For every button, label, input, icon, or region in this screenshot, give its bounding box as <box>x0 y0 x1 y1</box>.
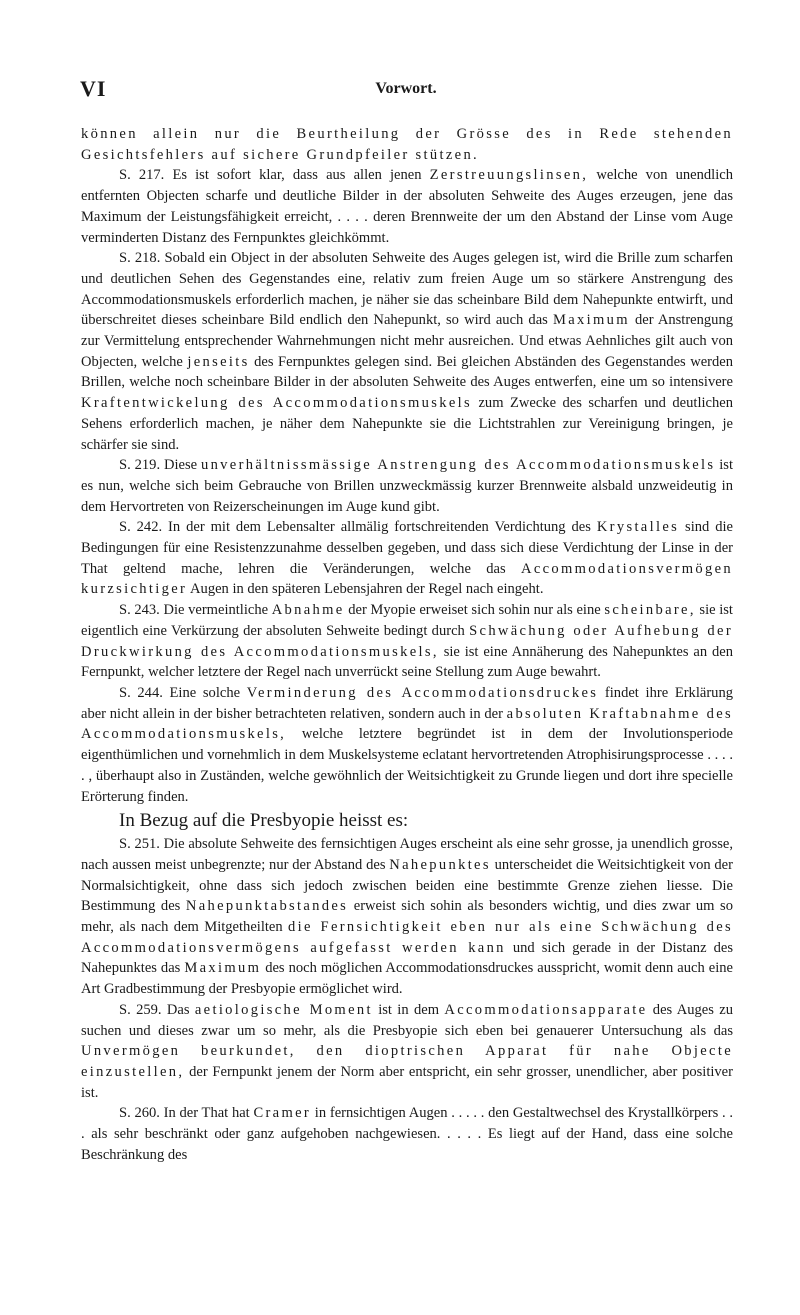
page-header <box>80 76 732 106</box>
spaced-emphasis: Accommodationsapparate <box>444 1001 648 1018</box>
spaced-emphasis: jenseits <box>187 353 250 370</box>
spaced-emphasis: Kraftentwickelung des Accommodationsmuskels <box>81 395 472 412</box>
paragraph-s251 <box>81 834 733 1000</box>
paragraph-s217 <box>81 165 733 248</box>
paragraph-continuation <box>81 124 733 165</box>
text-span: des noch möglichen Accommodationsdruckes ausspricht, womit denn auch eine Art Gradbestimmung der Presbyopie ermöglichet wird. <box>81 960 733 998</box>
paragraph-s219 <box>81 455 733 517</box>
text-span: S. 244. Eine solche <box>119 684 247 701</box>
text-span: der Anstrengung zur Vermittelung entsprechender Wahrnehmungen nicht mehr ausreichen. Und etwas Aehnliches gilt auch von Objecten, welche <box>81 312 733 370</box>
spaced-emphasis: Zerstreuungslinsen, <box>429 167 589 184</box>
spaced-emphasis: aetiologische Moment <box>194 1001 373 1018</box>
spaced-emphasis: Abnahme <box>271 602 345 619</box>
spaced-emphasis: Nahepunktabstandes <box>185 898 349 915</box>
text-span: S. 219. Diese <box>119 457 201 474</box>
text-span: welche von unendlich entfernten Objecten scharfe und deutliche Bilder in der absoluten Sehweite des Auges erzeugen, jene das Maximum der Leistungsfähigkeit erreicht, . . . . deren Brennweite der um den Abstand der Linse vom Auge verminderten Distanz des Fernpunktes gleichkömmt. <box>81 167 733 246</box>
spaced-emphasis: Krystalles <box>596 519 680 536</box>
paragraph-s218 <box>81 248 733 455</box>
spaced-emphasis: Accommodationsvermögen kurzsichtiger <box>81 560 733 598</box>
text-span: welche letztere begründet ist in dem der Involutionsperiode eigenthümlichen und vornehmlich in dem Muskelsysteme eclatant hervortretenden Atrophisirungsprocesse . . . . . , überhaupt also in Zuständen, welche gewöhnlich der Weitsichtigkeit zu Grunde liegen und dort ihre specielle Erörterung finden. <box>81 726 733 805</box>
text-span: ist es nun, welche sich beim Gebrauche von Brillen unzweckmässig kurzer Brennweite alsbald unzweideutig in dem Hervortreten von Reizerscheinungen im Auge kund gibt. <box>81 457 733 515</box>
spaced-emphasis: Unvermögen beurkundet, den dioptrischen Apparat für nahe Objecte einzustellen, <box>81 1043 733 1080</box>
text-span: sie ist eigentlich eine Verkürzung der absoluten Sehweite bedingt durch <box>81 602 733 639</box>
text-span: S. 251. Die absolute Sehweite des fernsichtigen Auges erscheint als eine sehr grosse, ja unendlich grosse, nach aussen meist unbegrenzte; nur der Abstand des <box>81 836 733 873</box>
text-span: findet ihre Erklärung aber nicht allein in der bisher betrachteten relativen, sondern auch in der <box>81 684 733 722</box>
paragraph-s259 <box>81 1000 733 1104</box>
spaced-emphasis: absoluten Kraftabnahme des Accommodationsmuskels, <box>81 705 734 743</box>
text-span: erweist sich sohin als besonders wichtig, und dies zwar um so mehr, als nach dem Mitgetheilten <box>81 898 733 936</box>
spaced-emphasis: Maximum <box>552 312 630 329</box>
text-span: S. 259. Das <box>119 1001 195 1018</box>
spaced-emphasis: Schwächung oder Aufhebung der Druckwirkung des Accommodationsmuskels, <box>81 622 733 660</box>
text-span: sie ist eine Annäherung des Nahepunktes an den Fernpunkt, welcher letztere der Regel nach unverrückt seine Stellung zum Auge bewahrt. <box>81 643 733 681</box>
paragraph-s260 <box>81 1103 733 1165</box>
spaced-emphasis: Nahepunktes <box>389 856 491 873</box>
spaced-emphasis: Cramer <box>253 1105 312 1122</box>
paragraph-s244 <box>81 683 733 807</box>
paragraph-s243 <box>81 600 733 683</box>
text-span: können allein nur die Beurtheilung der Grösse des in Rede stehenden Gesichtsfehlers auf sichere Grundpfeiler stützen. <box>81 126 733 163</box>
text-span: S. 260. In der That hat <box>119 1105 254 1122</box>
spaced-emphasis: unverhältnissmässige Anstrengung des Accommodationsmuskels <box>200 457 716 474</box>
text-span: S. 217. Es ist sofort klar, dass aus allen jenen <box>119 167 430 184</box>
spaced-emphasis: Verminderung des Accommodationsdruckes <box>246 684 599 701</box>
page-number: VI <box>80 76 107 101</box>
running-title: Vorwort. <box>375 80 437 97</box>
spaced-emphasis: Maximum <box>184 960 262 977</box>
text-span: und sich gerade in der Distanz des Nahepunktes das <box>81 939 733 977</box>
section-subheading: In Bezug auf die Presbyopie heisst es: <box>119 810 409 832</box>
text-span: des Auges zu suchen und dieses zwar um so mehr, als die Presbyopie sich eben bei genauerer Untersuchung als das <box>81 1001 733 1039</box>
text-span: zum Zwecke des scharfen und deutlichen Sehens erforderlich machen, je näher dem Nahepunkte sie die Lichtstrahlen zur Vereinigung bringen, je schärfer sie sind. <box>81 395 733 453</box>
text-span: der Myopie erweiset sich sohin nur als eine <box>344 602 605 619</box>
text-span: der Fernpunkt jenem der Norm aber entspricht, ein sehr grosser, unendlicher, aber positiver ist. <box>81 1063 733 1101</box>
body-text <box>81 124 733 1165</box>
text-span: sind die Bedingungen für eine Resistenzzunahme desselben gegeben, und dass sich diese Verdichtung der Linse in der That geltend mache, lehren die Veränderungen, welche das <box>81 519 733 577</box>
text-span: unterscheidet die Weitsichtigkeit von der Normalsichtigkeit, ohne dass sich jedoch zwischen beiden eine bestimmte Grenze ziehen liesse. Die Bestimmung des <box>81 856 733 915</box>
text-span: S. 242. In der mit dem Lebensalter allmälig fortschreitenden Verdichtung des <box>119 519 597 536</box>
text-span: S. 218. Sobald ein Object in der absoluten Sehweite des Auges gelegen ist, wird die Brille zum scharfen und deutlichen Sehen des Gegenstandes eine, relativ zum freien Auge um so stärkere Anstrengung des Accommodationsmuskels erforderlich machen, je näher sie das scheinbare Bild dem Nahepunkte entwirft, und überschreitet dieses scheinbare Bild endlich den Nahepunkt, so wird auch das <box>81 250 733 329</box>
spaced-emphasis: scheinbare, <box>604 602 696 619</box>
paragraph-s242 <box>81 517 733 600</box>
text-span: ist in dem <box>372 1001 445 1018</box>
text-span: in fernsichtigen Augen . . . . . den Gestaltwechsel des Krystallkörpers . . . als sehr beschränkt oder ganz aufgehoben nachgewiesen. . . . . Es liegt auf der Hand, dass eine solche Beschränkung des <box>81 1105 733 1163</box>
text-span: des Fernpunktes gelegen sind. Bei gleichen Abständen des Gegenstandes werden Brillen, welche noch scheinbare Bilder in der absoluten Sehweite des Auges entwerfen, eine um so intensivere <box>81 353 734 391</box>
text-span: S. 243. Die vermeintliche <box>119 602 272 619</box>
spaced-emphasis: die Fernsichtigkeit eben nur als eine Schwächung des Accommodationsvermögens aufgefasst werden kann <box>81 919 733 956</box>
text-span: Augen in den späteren Lebensjahren der Regel nach eingeht. <box>187 581 544 598</box>
